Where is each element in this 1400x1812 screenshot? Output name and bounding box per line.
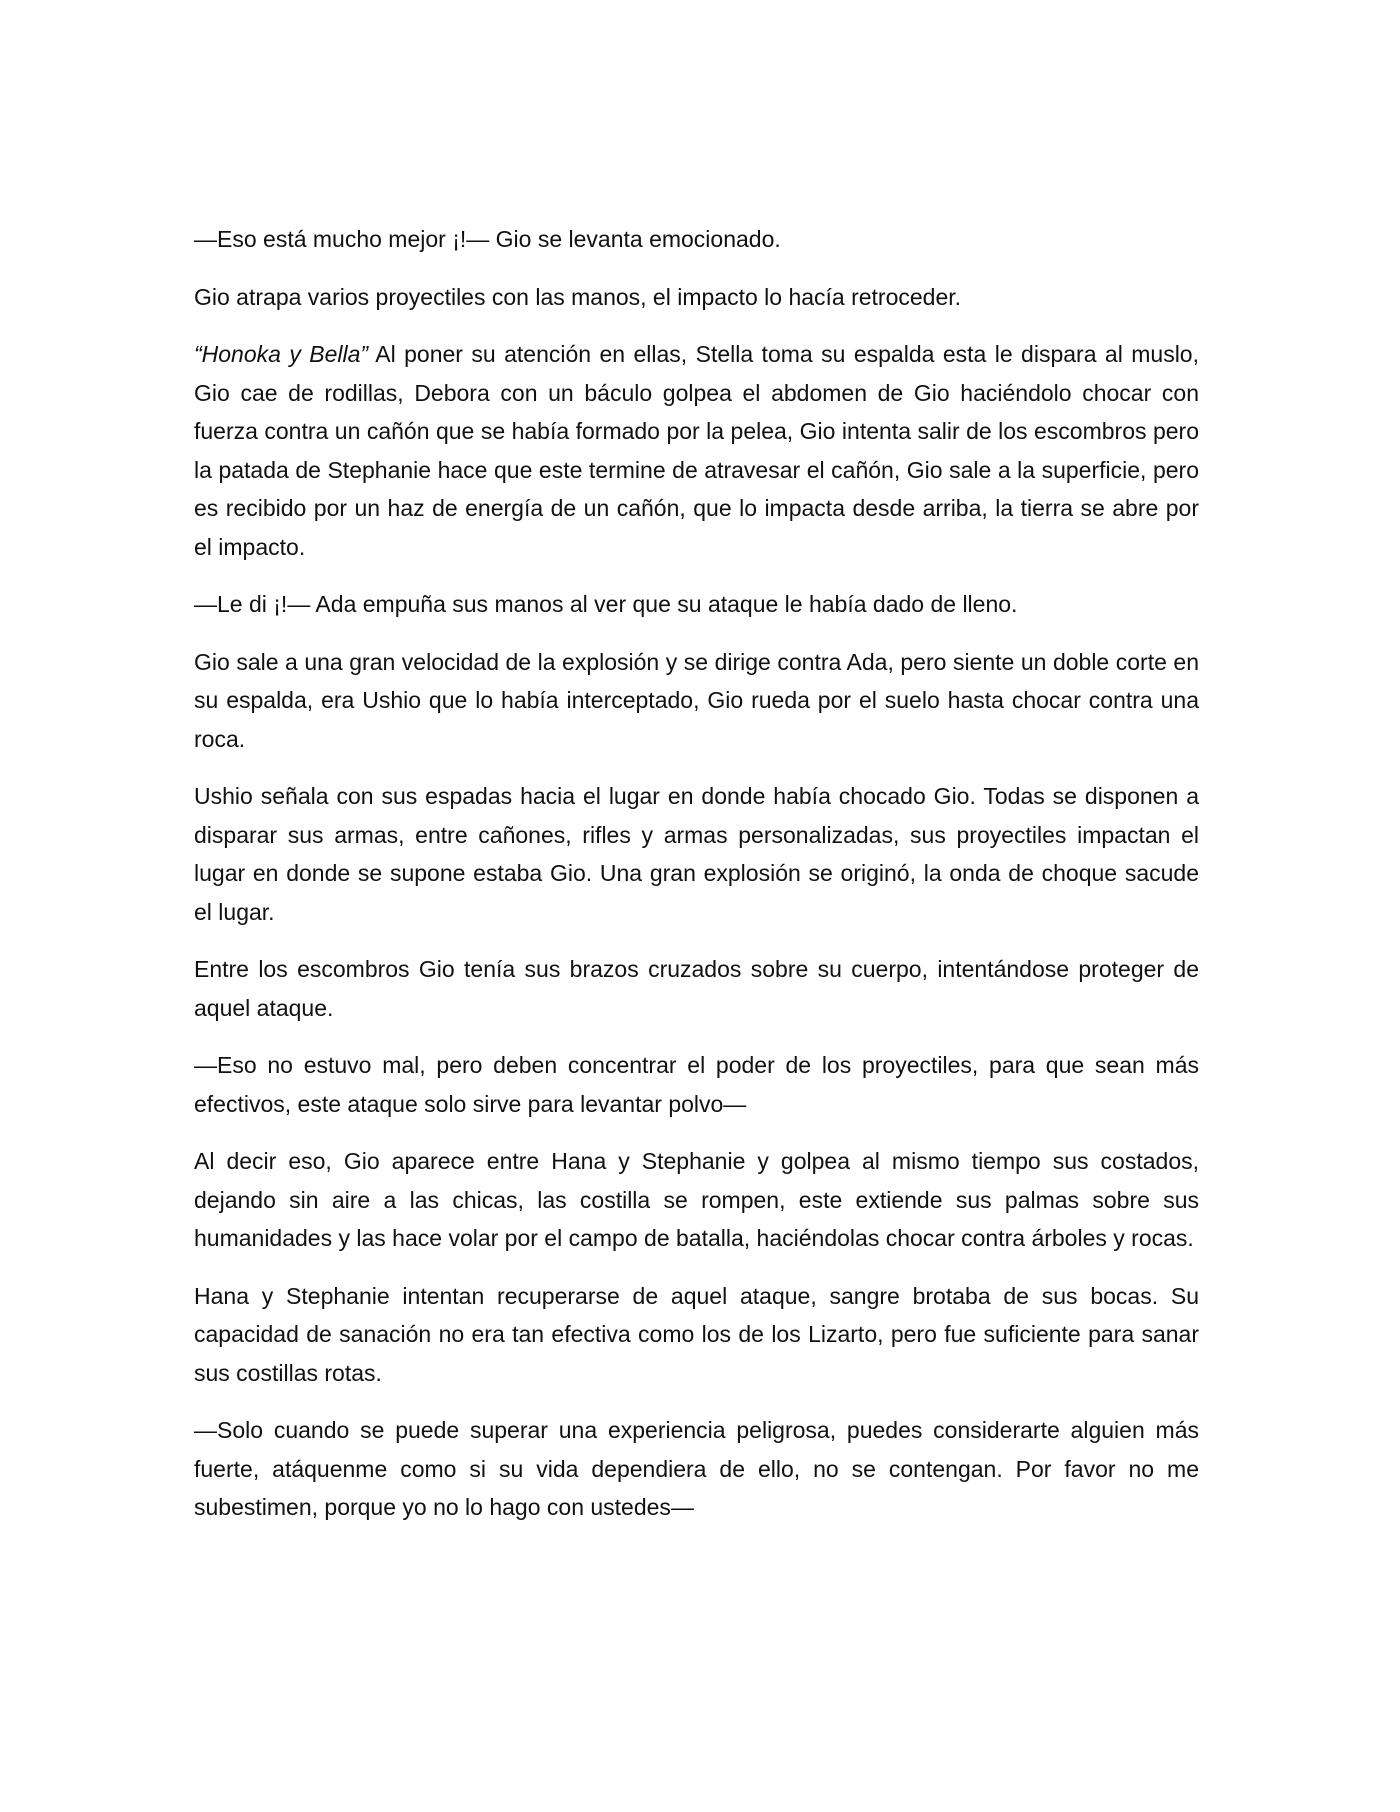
paragraph-4: —Le di ¡!— Ada empuña sus manos al ver que su ataque le había dado de lleno. — [194, 591, 1018, 617]
document-page — [194, 220, 1199, 1546]
paragraph-3 — [194, 335, 1199, 566]
italic-title: “Honoka y Bella” — [194, 341, 369, 367]
paragraph-7: Entre los escombros Gio tenía sus brazos cruzados sobre su cuerpo, intentándose proteger de aquel ataque. — [194, 956, 1199, 1021]
paragraph-2: Gio atrapa varios proyectiles con las manos, el impacto lo hacía retroceder. — [194, 283, 962, 310]
paragraph-6: Ushio señala con sus espadas hacia el lugar en donde había chocado Gio. Todas se disponen a disparar sus armas, entre cañones, rifles y armas personalizadas, sus proyectiles impactan el lugar en donde se supone estaba Gio. Una gran explosión se originó, la onda de choque sacude el lugar. — [194, 783, 1199, 925]
paragraph-5: Gio sale a una gran velocidad de la explosión y se dirige contra Ada, pero siente un doble corte en su espalda, era Ushio que lo había interceptado, Gio rueda por el suelo hasta chocar contra una roca. — [194, 648, 1199, 752]
paragraph-1: —Eso está mucho mejor ¡!— Gio se levanta emocionado. — [194, 226, 781, 252]
paragraph-9: Al decir eso, Gio aparece entre Hana y Stephanie y golpea al mismo tiempo sus costados, dejando sin aire a las chicas, las costilla se rompen, este extiende sus palmas sobre sus humanidades y las hace volar por el campo de batalla, haciéndolas chocar contra árboles y rocas. — [194, 1148, 1199, 1251]
paragraph-11: —Solo cuando se puede superar una experiencia peligrosa, puedes considerarte alguien más fuerte, atáquenme como si su vida dependiera de ello, no se contengan. Por favor no me subestimen, porque yo no lo hago con ustedes— — [194, 1417, 1199, 1520]
paragraph-3-text: Al poner su atención en ellas, Stella toma su espalda esta le dispara al muslo, Gio cae de rodillas, Debora con un báculo golpea el abdomen de Gio haciéndolo chocar con fuerza contra un cañón que se había formado por la pelea, Gio intenta salir de los escombros pero la patada de Stephanie hace que este termine de atravesar el cañón, Gio sale a la superficie, pero es recibido por un haz de energía de un cañón, que lo impacta desde arriba, la tierra se abre por el impacto. — [194, 341, 1199, 560]
paragraph-8: —Eso no estuvo mal, pero deben concentrar el poder de los proyectiles, para que sean más efectivos, este ataque solo sirve para levantar polvo— — [194, 1052, 1199, 1117]
paragraph-10: Hana y Stephanie intentan recuperarse de aquel ataque, sangre brotaba de sus bocas. Su capacidad de sanación no era tan efectiva como los de los Lizarto, pero fue suficiente para sanar sus costillas rotas. — [194, 1282, 1199, 1386]
